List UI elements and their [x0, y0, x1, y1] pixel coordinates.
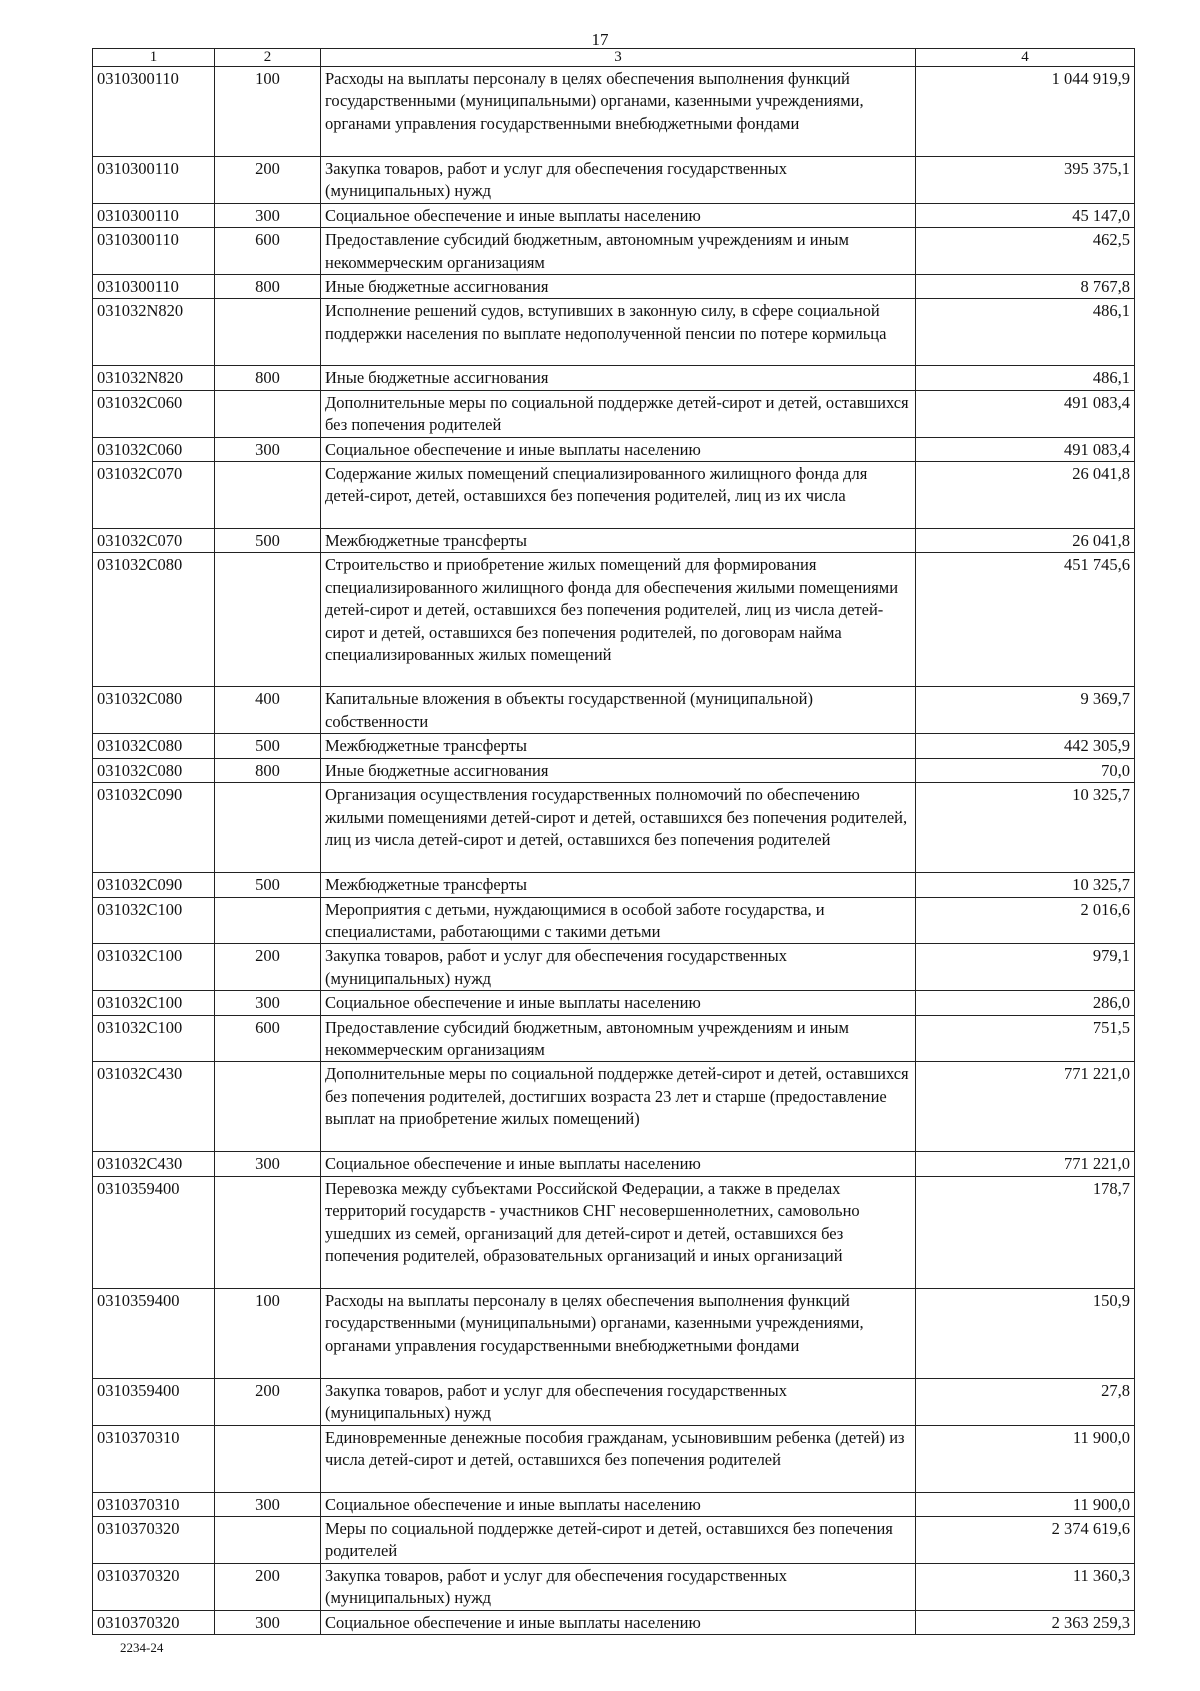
description-cell: Меры по социальной поддержке детей-сирот и детей, оставшихся без попечения родителей [321, 1516, 916, 1563]
description-cell: Закупка товаров, работ и услуг для обеспечения государственных (муниципальных) нужд [321, 1563, 916, 1610]
expense-type-cell: 300 [215, 1492, 321, 1516]
description-cell: Межбюджетные трансферты [321, 734, 916, 758]
description-cell: Мероприятия с детьми, нуждающимися в особой заботе государства, и специалистами, работающими с такими детьми [321, 897, 916, 944]
expense-type-cell: 200 [215, 1563, 321, 1610]
expense-type-cell: 800 [215, 366, 321, 390]
amount-cell: 26 041,8 [916, 529, 1135, 553]
budget-table [92, 48, 1135, 1635]
code-cell: 0310359400 [93, 1378, 215, 1425]
expense-type-cell: 800 [215, 758, 321, 782]
amount-cell: 70,0 [916, 758, 1135, 782]
expense-type-cell [215, 1062, 321, 1152]
amount-cell: 1 044 919,9 [916, 67, 1135, 157]
table-row [93, 1176, 1135, 1288]
table-row [93, 944, 1135, 991]
expense-type-cell [215, 1425, 321, 1492]
amount-cell: 178,7 [916, 1176, 1135, 1288]
amount-cell: 2 374 619,6 [916, 1516, 1135, 1563]
table-row [93, 897, 1135, 944]
code-cell: 0310370310 [93, 1425, 215, 1492]
header-col-2: 2 [215, 49, 321, 67]
table-row [93, 1563, 1135, 1610]
code-cell: 031032С430 [93, 1062, 215, 1152]
code-cell: 031032С100 [93, 1015, 215, 1062]
description-cell: Организация осуществления государственных полномочий по обеспечению жилыми помещениями детей-сирот и детей, оставшихся без попечения родителей, лиц из числа детей-сирот и детей, оставшихся без попечения родителей [321, 783, 916, 873]
expense-type-cell: 600 [215, 228, 321, 275]
amount-cell: 979,1 [916, 944, 1135, 991]
description-cell: Иные бюджетные ассигнования [321, 366, 916, 390]
description-cell: Предоставление субсидий бюджетным, автономным учреждениям и иным некоммерческим организациям [321, 228, 916, 275]
table-header [93, 49, 1135, 67]
amount-cell: 751,5 [916, 1015, 1135, 1062]
table-row [93, 275, 1135, 299]
table-row [93, 991, 1135, 1015]
description-cell: Предоставление субсидий бюджетным, автономным учреждениям и иным некоммерческим организациям [321, 1015, 916, 1062]
code-cell: 0310300110 [93, 157, 215, 204]
amount-cell: 10 325,7 [916, 783, 1135, 873]
description-cell: Социальное обеспечение и иные выплаты населению [321, 1152, 916, 1176]
document-code: 2234-24 [120, 1640, 164, 1655]
code-cell: 0310359400 [93, 1176, 215, 1288]
amount-cell: 11 360,3 [916, 1563, 1135, 1610]
expense-type-cell: 400 [215, 687, 321, 734]
amount-cell: 11 900,0 [916, 1492, 1135, 1516]
table-body [93, 67, 1135, 1635]
amount-cell: 11 900,0 [916, 1425, 1135, 1492]
description-cell: Дополнительные меры по социальной поддержке детей-сирот и детей, оставшихся без попечения родителей, достигших возраста 23 лет и старше (предоставление выплат на приобретение жилых помещений) [321, 1062, 916, 1152]
table-row [93, 783, 1135, 873]
table-row [93, 873, 1135, 897]
expense-type-cell: 300 [215, 203, 321, 227]
expense-type-cell: 500 [215, 873, 321, 897]
expense-type-cell: 300 [215, 437, 321, 461]
expense-type-cell: 800 [215, 275, 321, 299]
expense-type-cell [215, 553, 321, 687]
table-row [93, 1610, 1135, 1634]
expense-type-cell: 600 [215, 1015, 321, 1062]
page-number: 17 [591, 30, 609, 49]
table-row [93, 758, 1135, 782]
description-cell: Социальное обеспечение и иные выплаты населению [321, 991, 916, 1015]
amount-cell: 8 767,8 [916, 275, 1135, 299]
description-cell: Социальное обеспечение и иные выплаты населению [321, 1492, 916, 1516]
table-row [93, 1015, 1135, 1062]
amount-cell: 10 325,7 [916, 873, 1135, 897]
expense-type-cell: 200 [215, 944, 321, 991]
expense-type-cell: 100 [215, 67, 321, 157]
description-cell: Иные бюджетные ассигнования [321, 758, 916, 782]
amount-cell: 462,5 [916, 228, 1135, 275]
amount-cell: 491 083,4 [916, 390, 1135, 437]
table-row [93, 1378, 1135, 1425]
code-cell: 0310370320 [93, 1563, 215, 1610]
description-cell: Расходы на выплаты персоналу в целях обеспечения выполнения функций государственными (муниципальными) органами, казенными учреждениями, органами управления государственными внебюджетными фондами [321, 67, 916, 157]
description-cell: Дополнительные меры по социальной поддержке детей-сирот и детей, оставшихся без попечения родителей [321, 390, 916, 437]
table-row [93, 734, 1135, 758]
amount-cell: 45 147,0 [916, 203, 1135, 227]
description-cell: Единовременные денежные пособия гражданам, усыновившим ребенка (детей) из числа детей-сирот и детей, оставшихся без попечения родителей [321, 1425, 916, 1492]
expense-type-cell [215, 1516, 321, 1563]
description-cell: Социальное обеспечение и иные выплаты населению [321, 437, 916, 461]
code-cell: 031032С080 [93, 734, 215, 758]
code-cell: 031032С100 [93, 991, 215, 1015]
code-cell: 031032С100 [93, 944, 215, 991]
table-row [93, 687, 1135, 734]
expense-type-cell: 300 [215, 991, 321, 1015]
description-cell: Закупка товаров, работ и услуг для обеспечения государственных (муниципальных) нужд [321, 944, 916, 991]
code-cell: 0310370320 [93, 1610, 215, 1634]
code-cell: 031032С090 [93, 873, 215, 897]
description-cell: Строительство и приобретение жилых помещений для формирования специализированного жилищного фонда для обеспечения жилыми помещениями детей-сирот и детей, оставшихся без попечения родителей, лиц из числа детей-сирот и детей, оставшихся без попечения родителей, по договорам найма специализированных жилых помещений [321, 553, 916, 687]
table-row [93, 299, 1135, 366]
table-row [93, 553, 1135, 687]
code-cell: 031032С090 [93, 783, 215, 873]
code-cell: 031032С080 [93, 553, 215, 687]
header-col-3: 3 [321, 49, 916, 67]
description-cell: Исполнение решений судов, вступивших в законную силу, в сфере социальной поддержки населения по выплате недополученной пенсии по потере кормильца [321, 299, 916, 366]
table-row [93, 1492, 1135, 1516]
table-row [93, 67, 1135, 157]
code-cell: 031032N820 [93, 366, 215, 390]
table-row [93, 1425, 1135, 1492]
amount-cell: 26 041,8 [916, 462, 1135, 529]
description-cell: Расходы на выплаты персоналу в целях обеспечения выполнения функций государственными (муниципальными) органами, казенными учреждениями, органами управления государственными внебюджетными фондами [321, 1288, 916, 1378]
amount-cell: 395 375,1 [916, 157, 1135, 204]
table-row [93, 529, 1135, 553]
expense-type-cell: 100 [215, 1288, 321, 1378]
code-cell: 0310359400 [93, 1288, 215, 1378]
description-cell: Капитальные вложения в объекты государственной (муниципальной) собственности [321, 687, 916, 734]
table-row [93, 1516, 1135, 1563]
description-cell: Иные бюджетные ассигнования [321, 275, 916, 299]
code-cell: 031032N820 [93, 299, 215, 366]
amount-cell: 486,1 [916, 299, 1135, 366]
code-cell: 031032С080 [93, 758, 215, 782]
amount-cell: 442 305,9 [916, 734, 1135, 758]
expense-type-cell: 500 [215, 734, 321, 758]
table-row [93, 1152, 1135, 1176]
code-cell: 0310300110 [93, 67, 215, 157]
code-cell: 031032С060 [93, 390, 215, 437]
table-row [93, 462, 1135, 529]
table-row [93, 1062, 1135, 1152]
expense-type-cell [215, 390, 321, 437]
code-cell: 031032С060 [93, 437, 215, 461]
amount-cell: 771 221,0 [916, 1062, 1135, 1152]
table-row [93, 366, 1135, 390]
expense-type-cell [215, 462, 321, 529]
table-row [93, 228, 1135, 275]
description-cell: Социальное обеспечение и иные выплаты населению [321, 1610, 916, 1634]
expense-type-cell: 300 [215, 1610, 321, 1634]
code-cell: 0310370310 [93, 1492, 215, 1516]
amount-cell: 286,0 [916, 991, 1135, 1015]
amount-cell: 771 221,0 [916, 1152, 1135, 1176]
expense-type-cell [215, 299, 321, 366]
table-row [93, 1288, 1135, 1378]
table-row [93, 203, 1135, 227]
code-cell: 031032С070 [93, 462, 215, 529]
code-cell: 0310300110 [93, 228, 215, 275]
code-cell: 0310370320 [93, 1516, 215, 1563]
code-cell: 031032С100 [93, 897, 215, 944]
code-cell: 031032С080 [93, 687, 215, 734]
code-cell: 031032С430 [93, 1152, 215, 1176]
amount-cell: 27,8 [916, 1378, 1135, 1425]
code-cell: 0310300110 [93, 275, 215, 299]
amount-cell: 2 363 259,3 [916, 1610, 1135, 1634]
description-cell: Межбюджетные трансферты [321, 873, 916, 897]
code-cell: 031032С070 [93, 529, 215, 553]
description-cell: Закупка товаров, работ и услуг для обеспечения государственных (муниципальных) нужд [321, 157, 916, 204]
description-cell: Социальное обеспечение и иные выплаты населению [321, 203, 916, 227]
expense-type-cell: 500 [215, 529, 321, 553]
expense-type-cell: 200 [215, 157, 321, 204]
amount-cell: 9 369,7 [916, 687, 1135, 734]
table-row [93, 437, 1135, 461]
amount-cell: 2 016,6 [916, 897, 1135, 944]
amount-cell: 486,1 [916, 366, 1135, 390]
description-cell: Содержание жилых помещений специализированного жилищного фонда для детей-сирот, детей, оставшихся без попечения родителей, лиц из их числа [321, 462, 916, 529]
description-cell: Межбюджетные трансферты [321, 529, 916, 553]
description-cell: Перевозка между субъектами Российской Федерации, а также в пределах территорий государств - участников СНГ несовершеннолетних, самовольно ушедших из семей, организаций для детей-сирот и детей, оставшихся без попечения родителей, образовательных организаций и иных организаций [321, 1176, 916, 1288]
amount-cell: 451 745,6 [916, 553, 1135, 687]
amount-cell: 150,9 [916, 1288, 1135, 1378]
expense-type-cell [215, 783, 321, 873]
amount-cell: 491 083,4 [916, 437, 1135, 461]
header-col-4: 4 [916, 49, 1135, 67]
header-col-1: 1 [93, 49, 215, 67]
expense-type-cell: 300 [215, 1152, 321, 1176]
table-row [93, 157, 1135, 204]
description-cell: Закупка товаров, работ и услуг для обеспечения государственных (муниципальных) нужд [321, 1378, 916, 1425]
code-cell: 0310300110 [93, 203, 215, 227]
table-row [93, 390, 1135, 437]
expense-type-cell [215, 897, 321, 944]
expense-type-cell [215, 1176, 321, 1288]
expense-type-cell: 200 [215, 1378, 321, 1425]
